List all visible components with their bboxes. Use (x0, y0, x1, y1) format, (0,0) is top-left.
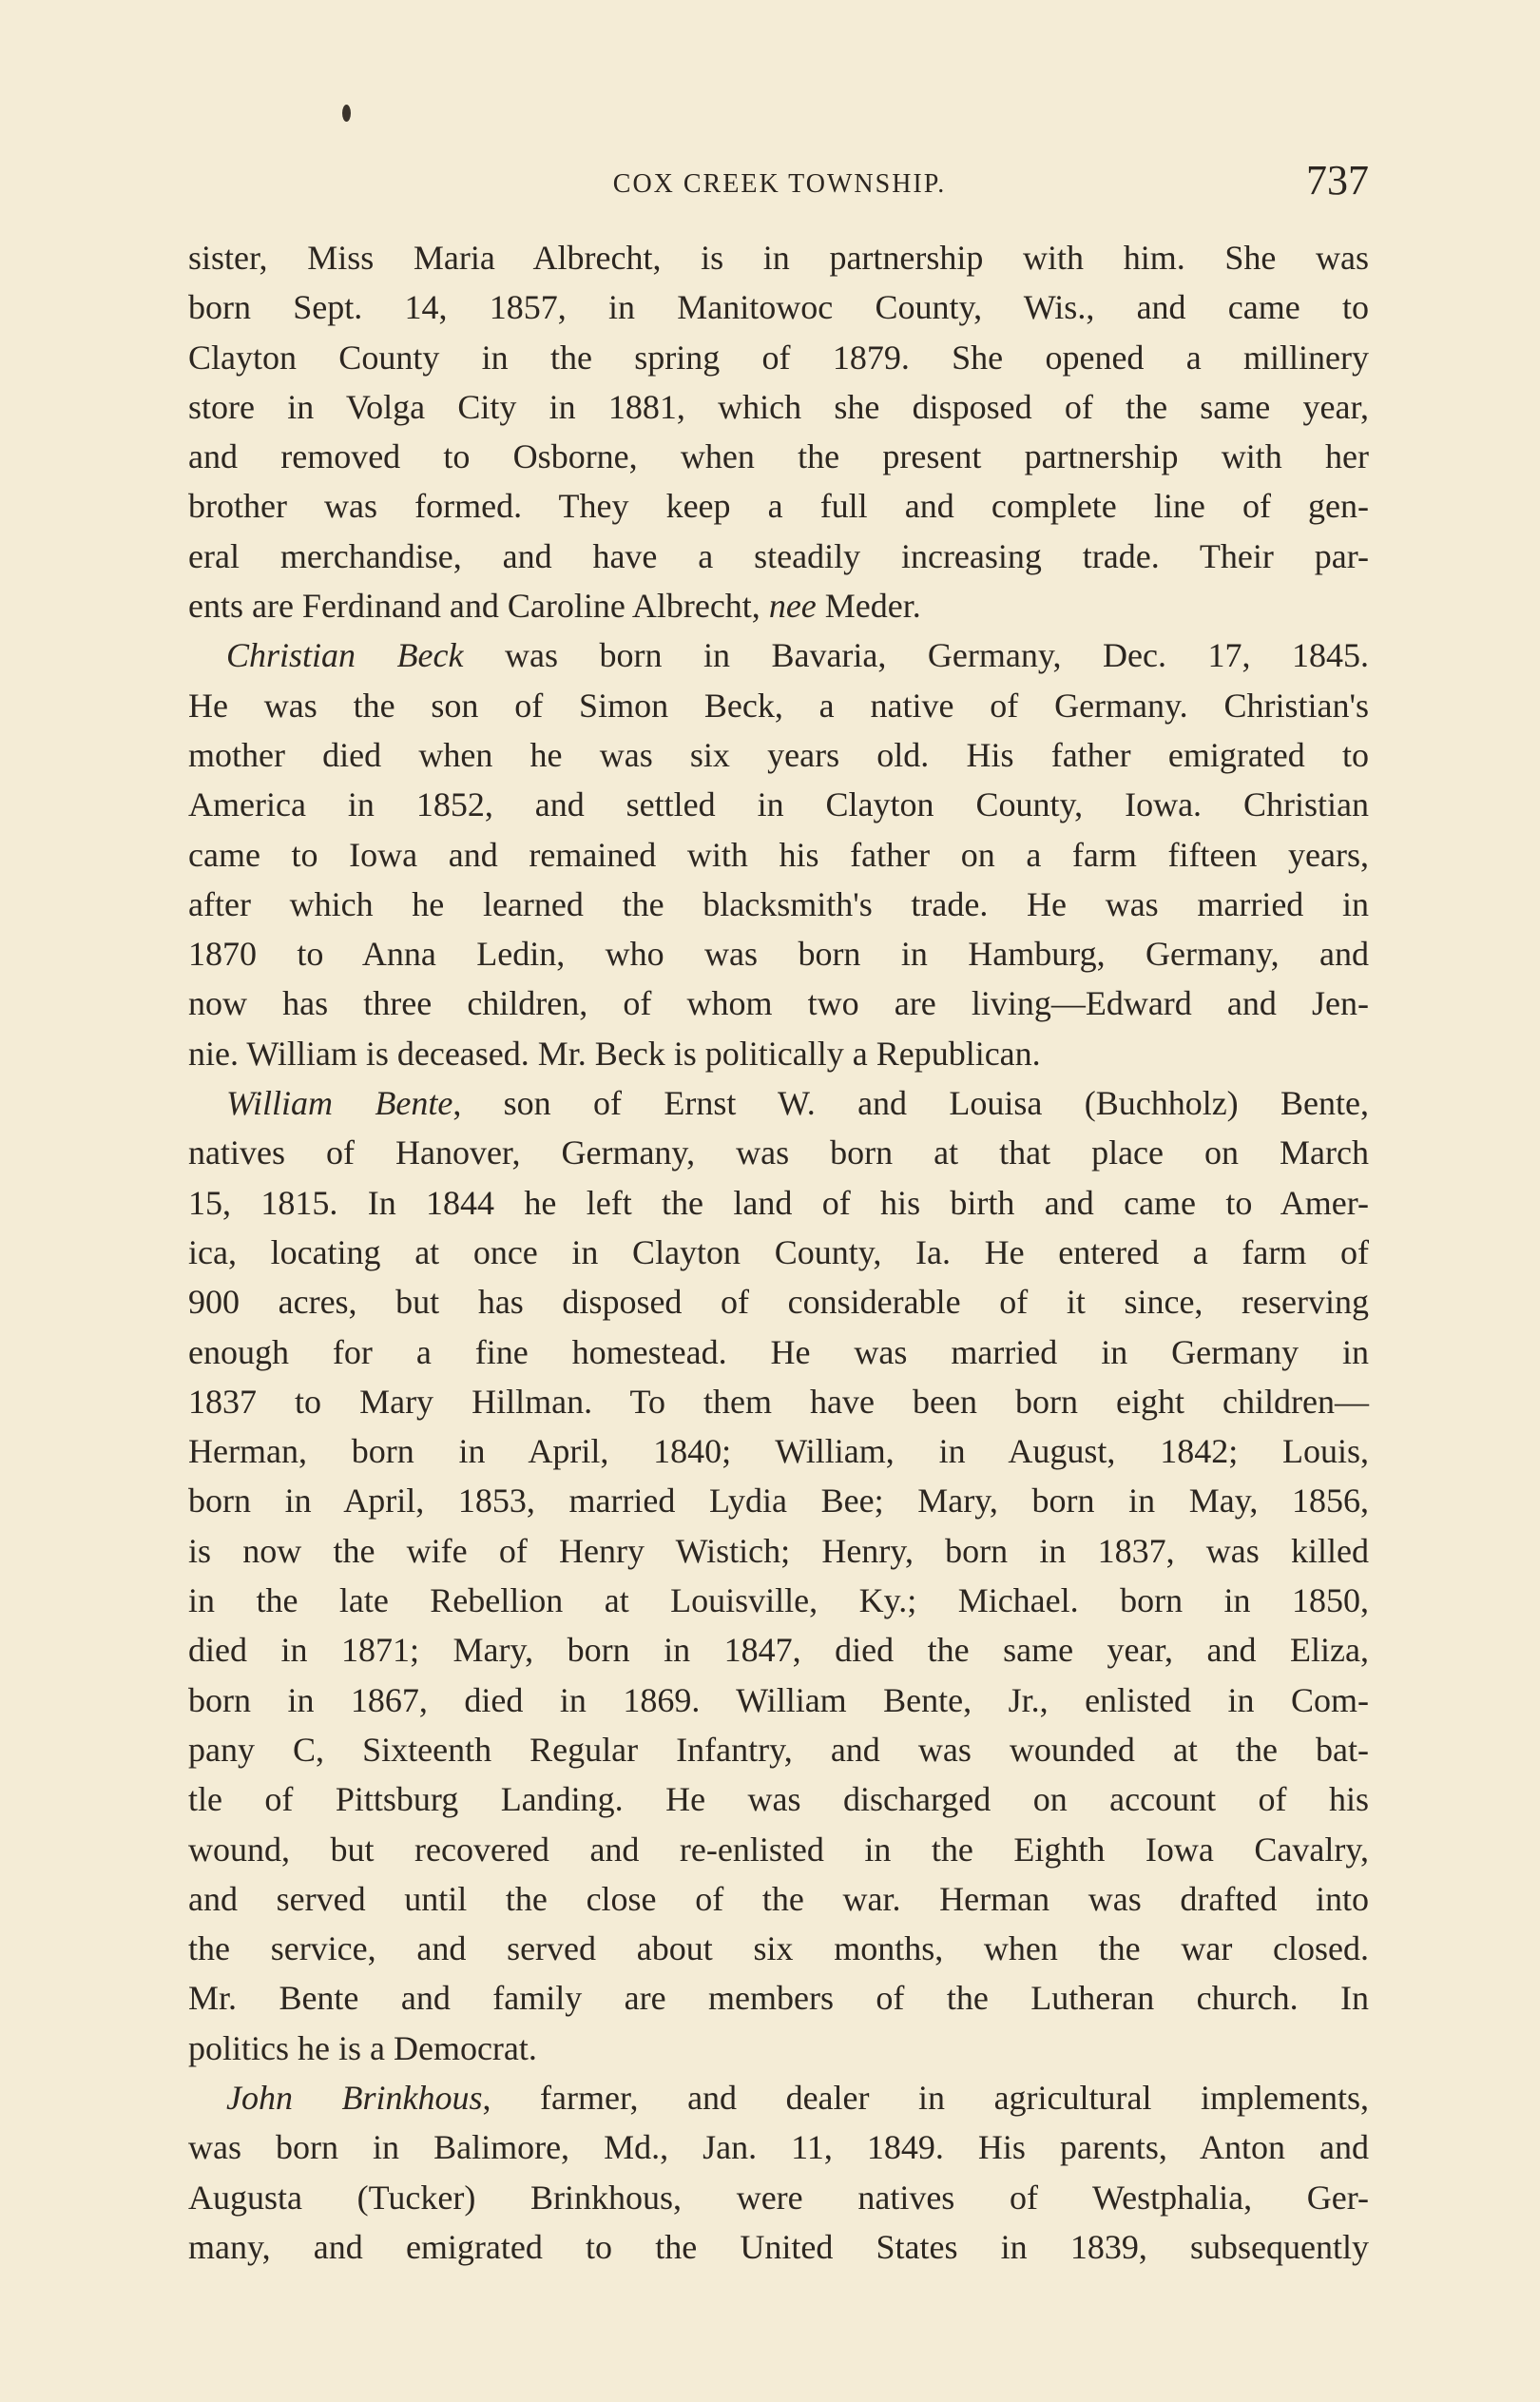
text-line (188, 581, 1369, 630)
text-line: now has three children, of whom two are living—Edward and Jen- (188, 984, 1369, 1023)
text-line: pany C, Sixteenth Regular Infantry, and was wounded at the bat- (188, 1730, 1369, 1769)
text-fragment: Meder. (816, 587, 921, 626)
text-line: ica, locating at once in Clayton County, Ia. He entered a farm of (188, 1232, 1369, 1271)
body-text (188, 233, 1369, 2272)
text-fragment: , farmer, and dealer in agricultural implements, (482, 2078, 1370, 2117)
text-line: after which he learned the blacksmith's trade. He was married in (188, 884, 1369, 923)
text-line: brother was formed. They keep a full and complete line of gen- (188, 487, 1369, 526)
text-line: in the late Rebellion at Louisville, Ky.; Michael. born in 1850, (188, 1581, 1369, 1620)
text-line: 1837 to Mary Hillman. To them have been born eight children— (188, 1382, 1369, 1421)
text-line: 1870 to Anna Ledin, who was born in Hamburg, Germany, and (188, 935, 1369, 974)
text-line: eral merchandise, and have a steadily increasing trade. Their par- (188, 536, 1369, 575)
text-line: sister, Miss Maria Albrecht, is in partnership with him. She was (188, 239, 1369, 277)
text-line: America in 1852, and settled in Clayton County, Iowa. Christian (188, 785, 1369, 824)
italic-word: nee (768, 587, 817, 626)
text-line (188, 1078, 1369, 1128)
text-line: came to Iowa and remained with his father on a farm fifteen years, (188, 835, 1369, 874)
text-line: born in April, 1853, married Lydia Bee; Mary, born in May, 1856, (188, 1482, 1369, 1521)
biography-name: John Brinkhous (226, 2078, 483, 2117)
text-line: was born in Balimore, Md., Jan. 11, 1849. His parents, Anton and (188, 2128, 1369, 2167)
text-line: born in 1867, died in 1869. William Bente, Jr., enlisted in Com- (188, 1680, 1369, 1719)
paragraph-beck (188, 630, 1369, 1078)
text-line: Herman, born in April, 1840; William, in August, 1842; Louis, (188, 1432, 1369, 1471)
text-line: nie. William is deceased. Mr. Beck is politically a Republican. (188, 1034, 1041, 1073)
text-line: He was the son of Simon Beck, a native of Germany. Christian's (188, 686, 1369, 725)
text-line: mother died when he was six years old. His father emigrated to (188, 735, 1369, 774)
text-line: died in 1871; Mary, born in 1847, died the same year, and Eliza, (188, 1631, 1369, 1670)
page-number: 737 (1306, 157, 1369, 203)
page-header (190, 152, 1369, 219)
running-head: COX CREEK TOWNSHIP. (612, 169, 947, 199)
biography-name: Christian Beck (226, 636, 464, 675)
text-line: is now the wife of Henry Wistich; Henry, born in 1837, was killed (188, 1531, 1369, 1570)
text-line: tle of Pittsburg Landing. He was discharged on account of his (188, 1780, 1369, 1819)
text-fragment: was born in Bavaria, Germany, Dec. 17, 1845. (463, 636, 1369, 675)
biography-name: William Bente (226, 1084, 453, 1123)
text-line: and removed to Osborne, when the present partnership with her (188, 437, 1369, 476)
text-line: born Sept. 14, 1857, in Manitowoc County, Wis., and came to (188, 288, 1369, 327)
text-line (188, 630, 1369, 680)
text-line: 900 acres, but has disposed of considerable of it since, reserving (188, 1283, 1369, 1322)
ink-mark (342, 105, 351, 122)
text-line: many, and emigrated to the United States in 1839, subsequently (188, 2227, 1369, 2266)
text-line: Augusta (Tucker) Brinkhous, were natives of Westphalia, Ger- (188, 2178, 1369, 2217)
paragraph-albrecht (188, 233, 1369, 630)
text-line: wound, but recovered and re-enlisted in the Eighth Iowa Cavalry, (188, 1830, 1369, 1869)
text-fragment: , son of Ernst W. and Louisa (Buchholz) Bente, (452, 1084, 1369, 1123)
text-line: and served until the close of the war. Herman was drafted into (188, 1879, 1369, 1918)
text-line: store in Volga City in 1881, which she disposed of the same year, (188, 387, 1369, 426)
text-line: Clayton County in the spring of 1879. She opened a millinery (188, 338, 1369, 377)
paragraph-bente (188, 1078, 1369, 2073)
text-line: natives of Hanover, Germany, was born at that place on March (188, 1133, 1369, 1172)
text-line: 15, 1815. In 1844 he left the land of his birth and came to Amer- (188, 1183, 1369, 1222)
text-line: enough for a fine homestead. He was married in Germany in (188, 1332, 1369, 1371)
text-fragment: ents are Ferdinand and Caroline Albrecht, (188, 587, 769, 626)
text-line: politics he is a Democrat. (188, 2028, 537, 2067)
text-line (188, 2073, 1369, 2122)
paragraph-brinkhous (188, 2073, 1369, 2272)
text-line: Mr. Bente and family are members of the Lutheran church. In (188, 1979, 1369, 2018)
text-line: the service, and served about six months, when the war closed. (188, 1929, 1369, 1968)
